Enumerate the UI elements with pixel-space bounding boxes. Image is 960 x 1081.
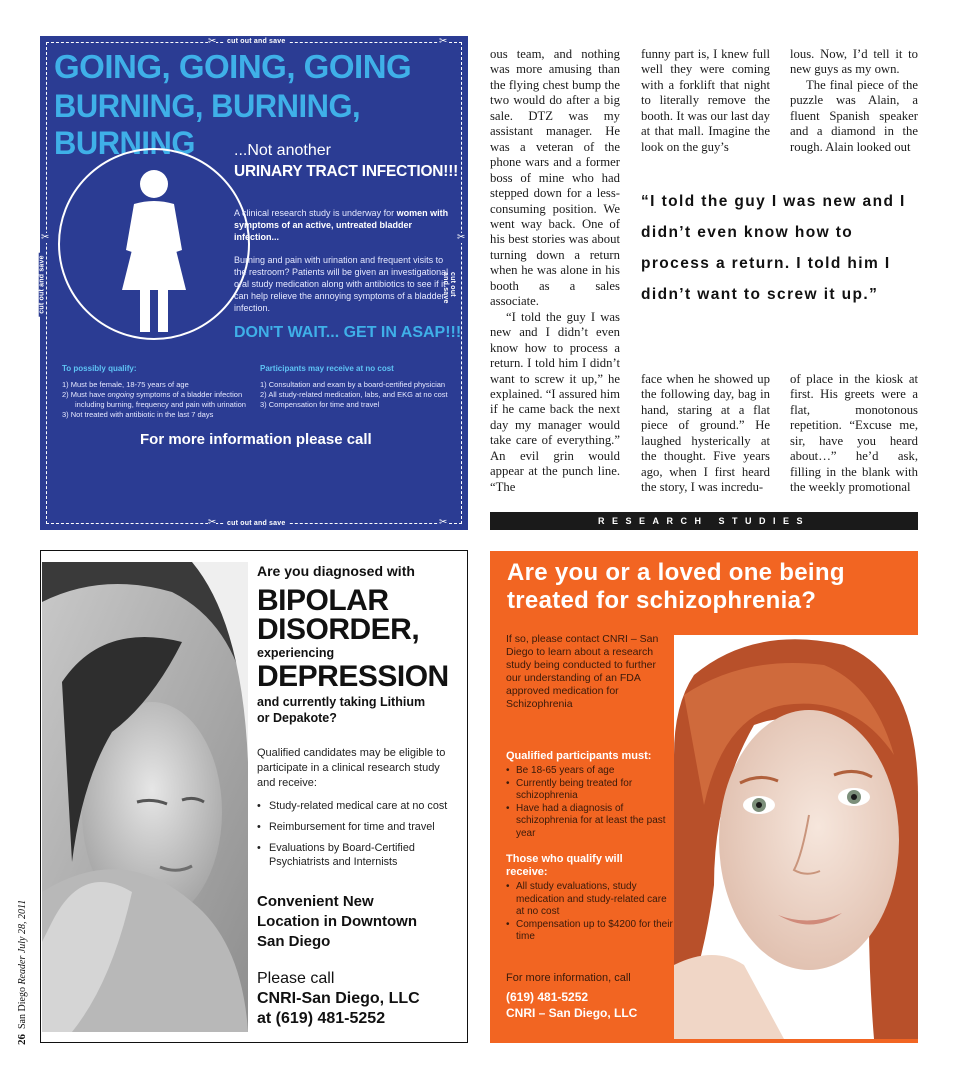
scissors-icon: ✂ (439, 517, 448, 528)
depakote-text: or Depakote? (257, 711, 337, 725)
uti-study-ad (40, 36, 468, 530)
woman-head-in-hand-photo (42, 562, 248, 1032)
cut-label-left: cut out and save (39, 252, 46, 316)
bipolar-heading: BIPOLAR (257, 584, 389, 617)
more-info-text: For more information, call (506, 972, 631, 984)
location-text: Convenient New Location in Downtown San Diego (257, 893, 417, 950)
uti-heading: URINARY TRACT INFECTION!!! (234, 163, 459, 180)
scissors-icon: ✂ (208, 36, 217, 47)
lithium-text: and currently taking Lithium (257, 695, 426, 709)
scissors-icon: ✂ (208, 517, 217, 528)
must-heading: Qualified participants must: (506, 750, 652, 762)
red-haired-woman-photo (674, 635, 918, 1039)
scissors-icon: ✂ (457, 232, 466, 243)
cut-label-right: cut out and save (442, 269, 456, 307)
list-item: • Currently being treated for schizophrenia (506, 778, 674, 803)
bipolar-study-ad (40, 550, 468, 1043)
scissors-icon: ✂ (439, 36, 448, 47)
diagnosed-question: Are you diagnosed with (257, 563, 415, 579)
schizophrenia-headline: Are you or a loved one being treated for schizophrenia? (507, 559, 845, 614)
study-intro: A clinical research study is underway for women with symptoms of an active, untreated bladder infection... (234, 208, 449, 242)
experiencing-text: experiencing (257, 646, 335, 660)
benefits-list (257, 799, 462, 876)
female-figure-icon (60, 150, 248, 338)
scissors-icon: ✂ (41, 232, 50, 243)
list-item: • All study evaluations, study medication and study-related care at no cost (506, 881, 674, 919)
list-item: • Evaluations by Board-Certified Psychiatrists and Internists (257, 841, 462, 869)
schizophrenia-study-ad (490, 551, 918, 1043)
receive-list: Participants may receive at no cost 1) Consultation and exam by a board-certified physician 2) All study-related medication, labs, and EKG at no cost 3) Compensation for time and travel (260, 364, 448, 409)
article-column-2-bottom: face when he showed up the following day, bag in hand, staring at a flat piece of ground.” He laughed hysterically at the thought. Five years ago, when I first heard the story, I was incredu- (641, 372, 770, 495)
list-item: • Be 18-65 years of age (506, 765, 674, 778)
female-figure-circle (58, 148, 250, 340)
photo-illustration (674, 635, 918, 1039)
article-column-3-top: lous. Now, I’d tell it to new guys as my own. The final piece of the puzzle was Alain, a fluent Spanish speaker and a diamond in the rough. Alain looked out (790, 47, 918, 154)
must-list (506, 765, 674, 840)
headline-burning: BURNING, BURNING, BURNING (54, 88, 361, 161)
article-column-1: ous team, and nothing was more amusing than the flying chest bump the two would do after a big sale. DTZ was my assistant manager. He was a veteran of the phone wars and a former boss of mine who had stepped down for a less-consuming position. We went way back. One of his best stories was about turning down a return when he was alone in his booth as a sales associate. “I told the guy I was new and I didn’t even know how to process a return. I told him I didn’t want to screw it up,” he explained. “I assured him if he came back the next day my manager would take care of everything.” An evil grin would appear at the punch line. “The (490, 47, 620, 494)
contact-block: (619) 481-5252 CNRI – San Diego, LLC (506, 990, 638, 1020)
more-info-text: For more information please call (140, 431, 372, 448)
article-column-3-bottom: of place in the kiosk at first. His greets were a flat, monotonous repetition. “Excuse me, sir, have you heard about…” he’d ask, filling in the blank with the weekly promotional (790, 372, 918, 495)
contact-block: Please call CNRI-San Diego, LLC at (619) 481-5252 (257, 970, 420, 1027)
cut-label-top: cut out and save (224, 38, 288, 45)
page-folio: 26 San Diego Reader July 28, 2011 (16, 899, 28, 1045)
not-another-text: ...Not another (234, 142, 331, 159)
list-item: • Reimbursement for time and travel (257, 820, 462, 834)
cut-label-bottom: cut out and save (224, 520, 288, 527)
depression-heading: DEPRESSION (257, 660, 449, 693)
receive-heading: Those who qualify will receive: (506, 853, 623, 878)
qualify-list: To possibly qualify: 1) Must be female, 18-75 years of age 2) Must have ongoing symptoms of a bladder infection including burning, frequency and pain with urination 3) Not treated with antibiotic in the last 7 days (62, 364, 246, 419)
receive-list (506, 881, 674, 944)
pull-quote: “I told the guy I was new and I didn’t even know how to process a return. I told him I didn’t want to screw it up.” (641, 193, 906, 303)
headline-going: GOING, GOING, GOING (54, 48, 412, 85)
article-column-2-top: funny part is, I knew full well they were coming with a forklift that night to literally remove the booth. It was our last day at that mall. Imagine the look on the guy’s (641, 47, 770, 154)
disorder-heading: DISORDER, (257, 613, 420, 646)
study-description: Burning and pain with urination and frequent visits to the restroom? Patients will be given an investigational oral study medication along with antibiotics to see if it can help relieve the annoying symptoms of a bladder infection. (234, 255, 449, 313)
list-item: • Have had a diagnosis of schizophrenia for at least the past year (506, 803, 674, 841)
photo-illustration (42, 562, 248, 1032)
section-bar-research-studies: RESEARCH STUDIES (490, 512, 918, 530)
list-item: • Study-related medical care at no cost (257, 799, 462, 813)
intro-text: If so, please contact CNRI – San Diego to learn about a research study being conducted to further our understanding of an FDA approved medication for Schizophrenia (506, 633, 659, 710)
get-in-asap-text: DON'T WAIT... GET IN ASAP!!! (234, 324, 462, 341)
list-item: • Compensation up to $4200 for their time (506, 919, 674, 944)
eligibility-text: Qualified candidates may be eligible to participate in a clinical research study and receive: (257, 747, 446, 789)
